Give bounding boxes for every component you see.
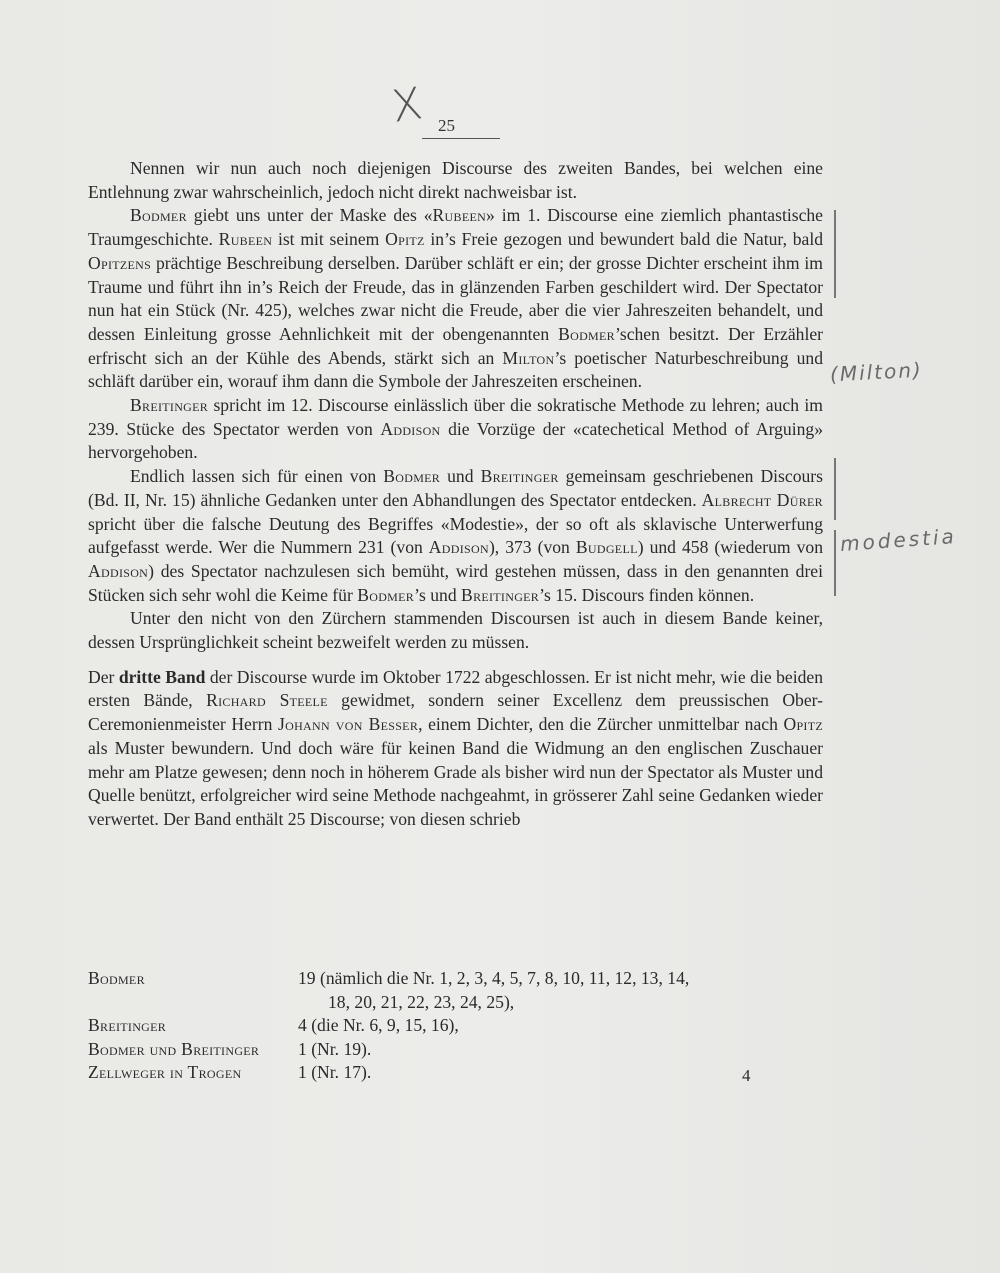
margin-line-1 bbox=[834, 210, 836, 298]
paragraph-1: Nennen wir nun auch noch diejenigen Discourse des zweiten Bandes, bei welchen eine Entlehnung zwar wahrscheinlich, jedoch nicht direkt nachweisbar ist. bbox=[88, 158, 823, 202]
text-run: Bodmer bbox=[558, 323, 615, 344]
text-run: spricht über die falsche Deutung des Begriffes «Modestie», der so oft als sklavische Unterwerfung aufgefasst werde. Wer die Nummern 231 (von bbox=[88, 513, 823, 558]
table-row bbox=[88, 1014, 823, 1038]
author-count: 4 (die Nr. 6, 9, 15, 16), bbox=[298, 1015, 459, 1035]
text-run: gewidmet, sondern seiner Excellenz dem preussischen Ober-Ceremonienmeister Herrn bbox=[88, 690, 824, 735]
text-run: Addison bbox=[88, 560, 149, 581]
text-run: die Vorzüge der «catechetical Method of Arguing» hervorgehoben. bbox=[88, 418, 824, 463]
text-run: Addison bbox=[380, 418, 441, 439]
text-run: Bodmer bbox=[130, 205, 187, 226]
text-run: Der bbox=[88, 666, 119, 687]
author-name-sc: Zellweger in Trogen bbox=[88, 1062, 242, 1082]
text-run: prächtige Beschreibung derselben. Darüber schläft er ein; der grosse Dichter erscheint ihm im Traume und führt ihn in’s Reich der Freude, das in glänzenden Farben geschildert wird. Der Spectator nun hat ein Stück (Nr. 425), welches zwar nicht die Freude, aber die vier Jahreszeiten behandelt, und dessen Einleitung grosse Aehnlichkeit mit der obengenannten bbox=[88, 252, 823, 344]
author-name: Bodmer und Breitinger bbox=[88, 1038, 260, 1059]
signature-mark: 4 bbox=[742, 1066, 751, 1085]
text-run: ) und 458 (wiederum von bbox=[637, 537, 823, 558]
text-run: Opitzens bbox=[88, 252, 152, 273]
text-run: Breitinger bbox=[130, 395, 209, 416]
paragraph-4 bbox=[88, 465, 823, 607]
text-run: dritte Band bbox=[118, 666, 206, 687]
text-run: in’s Freie gezogen und bewundert bald die Natur, bald bbox=[424, 229, 824, 250]
text-run: Albrecht Dürer bbox=[701, 489, 823, 510]
paragraph-6 bbox=[88, 666, 823, 832]
text-run: Rubeen bbox=[218, 229, 273, 250]
text-run: ist mit seinem bbox=[272, 229, 386, 250]
authors-table bbox=[88, 967, 823, 1085]
text-run: Opitz bbox=[783, 714, 823, 735]
text-run: Johann von Besser bbox=[277, 714, 419, 735]
text-run: der Discourse wurde im Oktober 1722 abgeschlossen. Er ist nicht mehr, wie die beiden ersten Bände, bbox=[88, 666, 823, 711]
handwritten-modestia-note: modestia bbox=[839, 523, 958, 557]
text-run: ’s 15. Discours finden können. bbox=[539, 584, 755, 605]
text-run: ’s poetischer Naturbeschreibung und schläft darüber ein, worauf ihm dann die Symbole der Jahreszeiten erscheinen. bbox=[88, 347, 823, 392]
author-name: Bodmer bbox=[88, 968, 145, 988]
text-run: Bodmer bbox=[383, 466, 441, 487]
author-count: 19 (nämlich die Nr. 1, 2, 3, 4, 5, 7, 8, 10, 11, 12, 13, 14, bbox=[298, 968, 690, 988]
author-count: 1 (Nr. 17). bbox=[298, 1062, 372, 1082]
text-run: Opitz bbox=[385, 229, 425, 250]
text-run: gemeinsam geschriebenen Discours (Bd. II, Nr. 15) ähnliche Gedanken unter den Abhandlungen des Spectator entdecken. bbox=[88, 466, 824, 510]
paragraph-3 bbox=[88, 394, 823, 465]
header-rule bbox=[422, 138, 500, 139]
paragraph-2 bbox=[88, 204, 823, 394]
author-name bbox=[88, 1061, 298, 1085]
page-number: 25 bbox=[438, 116, 455, 135]
margin-line-2 bbox=[834, 458, 836, 520]
handwritten-x-mark: X bbox=[388, 78, 426, 133]
author-name: Breitinger bbox=[88, 1015, 167, 1035]
text-run: und bbox=[440, 466, 481, 487]
author-count-continued: 18, 20, 21, 22, 23, 24, 25), bbox=[328, 991, 515, 1012]
text-run: Bodmer bbox=[357, 584, 415, 605]
text-run: Milton bbox=[502, 347, 555, 368]
paragraph-5: Unter den nicht von den Zürchern stammenden Discoursen ist auch in diesem Bande keiner, dessen Ursprünglichkeit scheint bezweifelt werden zu müssen. bbox=[88, 608, 823, 653]
table-row bbox=[88, 1038, 823, 1062]
text-run: Budgell bbox=[575, 537, 638, 558]
handwritten-milton-note: (Milton) bbox=[829, 357, 924, 387]
text-run: ) des Spectator nachzulesen sich bemüht, wird gestehen müssen, dass in den genannten drei Stücken sich sehr wohl die Keime für bbox=[88, 560, 823, 605]
text-run: Addison bbox=[428, 537, 489, 558]
text-run: » im 1. Discourse eine ziemlich phantastische Traumgeschichte. bbox=[88, 205, 823, 250]
text-run: Endlich lassen sich für einen von bbox=[130, 466, 384, 487]
text-run: ’s und bbox=[414, 584, 462, 605]
text-run: giebt uns unter der Maske des « bbox=[186, 205, 433, 226]
table-row bbox=[88, 1061, 823, 1085]
text-run: Breitinger bbox=[480, 466, 559, 487]
author-count: 1 (Nr. 19). bbox=[298, 1038, 372, 1059]
text-run: Rubeen bbox=[432, 205, 487, 226]
body-text bbox=[88, 157, 823, 832]
text-run: Breitinger bbox=[461, 584, 540, 605]
text-run: ), 373 (von bbox=[488, 537, 576, 558]
text-run: ’schen besitzt. Der Erzähler erfrischt sich an der Kühle des Abends, stärkt sich an bbox=[88, 323, 823, 368]
text-run: spricht im 12. Discourse einlässlich über die sokratische Methode zu lehren; auch im 239. Stücke des Spectator werden von bbox=[88, 395, 823, 439]
text-run: als Muster bewundern. Und doch wäre für keinen Band die Widmung an den englischen Zuschauer mehr am Platze gewesen; denn noch in höherem Grade als bisher wird nun der Spectator als Muster und Quelle benützt, erfolgreicher wird seine Methode nachgeahmt, in grösserer Zahl seine Gedanken wieder verwertet. Der Band enthält 25 Discourse; von diesen schrieb bbox=[88, 737, 823, 829]
table-row bbox=[88, 967, 823, 991]
text-run: Richard Steele bbox=[206, 690, 328, 711]
table-row-continuation bbox=[88, 991, 823, 1015]
margin-line-3 bbox=[834, 530, 836, 596]
text-run: , einem Dichter, den die Zürcher unmittelbar nach bbox=[418, 714, 784, 735]
